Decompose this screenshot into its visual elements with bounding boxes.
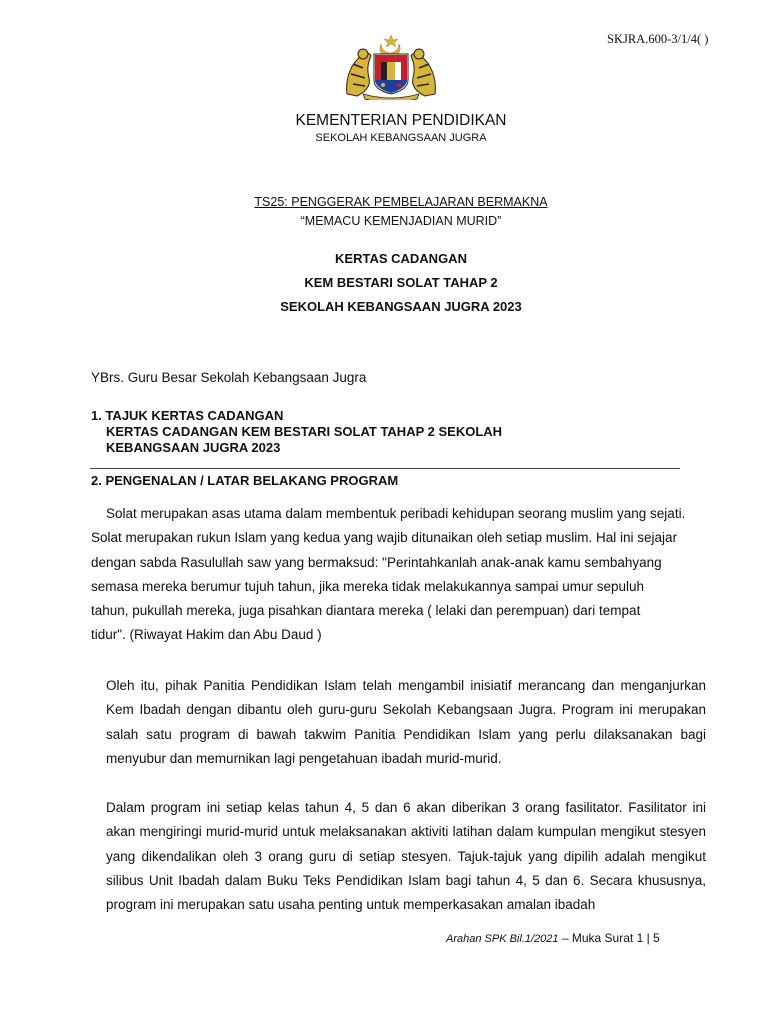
coat-of-arms-icon — [341, 34, 441, 100]
section-1-title-line-1: KERTAS CADANGAN KEM BESTARI SOLAT TAHAP 2 SEKOLAH — [106, 424, 503, 439]
paragraph-1-line: tidur". (Riwayat Hakim dan Abu Daud ) — [91, 627, 322, 643]
paragraph-3: Dalam program ini setiap kelas tahun 4, 5 dan 6 akan diberikan 3 orang fasilitator. Fasilitator ini akan mengiringi murid-murid untuk melaksanakan aktiviti latihan dalam kumpulan mengikut stesyen yang dikendalikan oleh 3 orang guru di setiap stesyen. Tajuk-tajuk yang dipilih adalah mengikut silibus Unit Ibadah dalam Buku Teks Pendidikan Islam bagi tahun 4, 5 dan 6. Secara khususnya, program ini merupakan satu usaha penting untuk memperkasakan amalan ibadah — [106, 800, 706, 913]
paragraph-1-line: Solat merupakan asas utama dalam membentuk peribadi kehidupan seorang muslim yang sejati. — [106, 506, 686, 521]
document-title-3: SEKOLAH KEBANGSAAN JUGRA 2023 — [280, 299, 522, 314]
paragraph-1-line: Solat merupakan rukun Islam yang kedua yang wajib ditunaikan oleh setiap muslim. Hal ini sejajar — [91, 530, 678, 546]
motto-line: “MEMACU KEMENJADIAN MURID” — [300, 214, 502, 228]
ministry-name: KEMENTERIAN PENDIDIKAN — [295, 112, 507, 129]
school-name: SEKOLAH KEBANGSAAN JUGRA — [315, 132, 487, 144]
reference-number: SKJRA.600-3/1/4( ) — [607, 32, 709, 46]
paragraph-1-line: semasa mereka berumur tujuh tahun, jika mereka tidak melakukannya sampai umur sepuluh — [91, 578, 645, 594]
paragraph-1-line: dengan sabda Rasulullah saw yang bermaksud: "Perintahkanlah anak-anak kamu sembahyang — [91, 554, 662, 570]
footer-page-number: Muka Surat 1 | 5 — [571, 931, 660, 945]
paragraph-2: Oleh itu, pihak Panitia Pendidikan Islam telah mengambil inisiatif merancang dan menganjurkan Kem Ibadah dengan dibantu oleh guru-guru Sekolah Kebangsaan Jugra. Program ini merupakan salah satu program di bawah takwim Panitia Pendidikan Islam yang perlu dilaksanakan bagi menyubur dan memurnikan lagi pengetahuan ibadah murid-murid. — [106, 678, 706, 766]
page-footer — [446, 931, 660, 945]
document-title-2: KEM BESTARI SOLAT TAHAP 2 — [304, 275, 498, 290]
footer-circular: Arahan SPK Bil.1/2021 — [446, 933, 559, 945]
section-2-heading: 2. PENGENALAN / LATAR BELAKANG PROGRAM — [91, 473, 399, 488]
document-title-1: KERTAS CADANGAN — [335, 251, 467, 266]
paragraph-1 — [91, 502, 691, 648]
section-1-title-line-2: KEBANGSAAN JUGRA 2023 — [106, 440, 281, 455]
theme-line: TS25: PENGGERAK PEMBELAJARAN BERMAKNA — [254, 195, 548, 209]
section-1 — [91, 408, 502, 456]
addressee: YBrs. Guru Besar Sekolah Kebangsaan Jugra — [91, 370, 367, 385]
section-1-heading: 1. TAJUK KERTAS CADANGAN — [91, 408, 284, 423]
footer-separator: – — [558, 931, 572, 945]
section-divider — [90, 468, 680, 469]
paragraph-1-line: tahun, pukullah mereka, juga pisahkan diantara mereka ( lelaki dan perempuan) dari tempat — [91, 603, 641, 619]
